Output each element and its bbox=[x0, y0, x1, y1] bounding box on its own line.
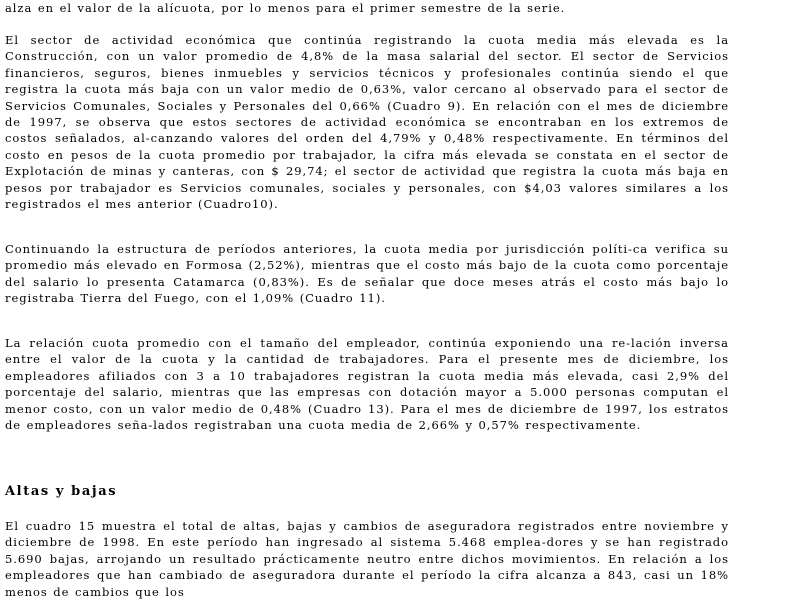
section-heading-altas-bajas: Altas y bajas bbox=[5, 484, 118, 499]
paragraph-altas-bajas: El cuadro 15 muestra el total de altas, bajas y cambios de aseguradora registrados entre noviembre y diciembre de 1998. En este período han ingresado al sistema 5.468 emplea-dores y se han registrado 5.690 bajas, arrojando un resultado prácticamente neutro entre dichos movimientos. En relación a los empleadores que han cambiado de aseguradora durante el período la cifra alcanza a 843, casi un 18% menos de cambios que los bbox=[5, 519, 729, 599]
paragraph-jurisdiction: Continuando la estructura de períodos anteriores, la cuota media por jurisdicción políti-ca verifica su promedio más elevado en Formosa (2,52%), mientras que el costo más bajo de la cuota como porcentaje del salario lo presenta Catamarca (0,83%). Es de señalar que doce meses atrás el costo más bajo lo registraba Tierra del Fuego, con el 1,09% (Cuadro 11). bbox=[5, 242, 729, 306]
paragraph-continuation: alza en el valor de la alícuota, por lo menos para el primer semestre de la serie. bbox=[5, 1, 566, 15]
paragraph-sector-activity: El sector de actividad económica que continúa registrando la cuota media más elevada es la Construcción, con un valor promedio de 4,8% de la masa salarial del sector. El sector de Servicios financieros, seguros, bienes inmuebles y servicios técnicos y profesionales continúa siendo el que registra la cuota más baja con un valor medio de 0,63%, valor cercano al observado para el sector de Servicios Comunales, Sociales y Personales del 0,66% (Cuadro 9). En relación con el mes de diciembre de 1997, se observa que estos sectores de actividad económica se encontraban en los extremos de costos señalados, al-canzando valores del orden del 4,79% y 0,48% respectivamente. En términos del costo en pesos de la cuota promedio por trabajador, la cifra más elevada se constata en el sector de Explotación de minas y canteras, con $ 29,74; el sector de actividad que registra la cuota más baja en pesos por trabajador es Servicios comunales, sociales y personales, con $4,03 valores similares a los registrados el mes anterior (Cuadro10). bbox=[5, 33, 729, 212]
paragraph-employer-size: La relación cuota promedio con el tamaño del empleador, continúa exponiendo una re-lación inversa entre el valor de la cuota y la cantidad de trabajadores. Para el presente mes de diciembre, los empleadores afiliados con 3 a 10 trabajadores registran la cuota media más elevada, casi 2,9% del porcentaje del salario, mientras que las empresas con dotación mayor a 5.000 personas computan el menor costo, con un valor medio de 0,48% (Cuadro 13). Para el mes de diciembre de 1997, los estratos de empleadores seña-lados registraban una cuota media de 2,66% y 0,57% respectivamente. bbox=[5, 336, 729, 433]
